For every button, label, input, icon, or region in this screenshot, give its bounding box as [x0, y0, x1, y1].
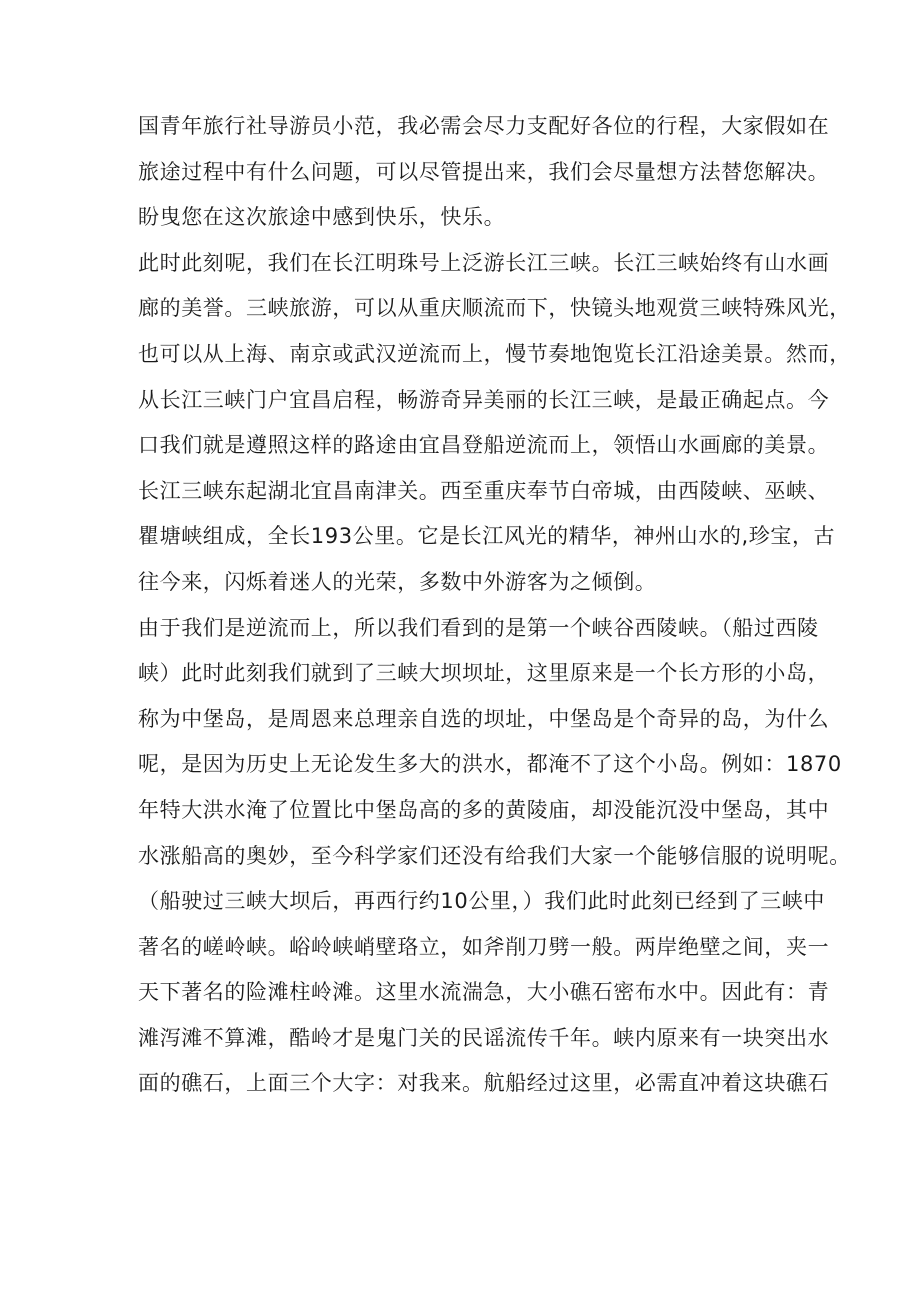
text-line: 国青年旅行社导游员小范，我必需会尽力支配好各位的行程，大家假如在	[138, 114, 830, 138]
text-line: 称为中堡岛，是周恩来总理亲自选的坝址，中堡岛是个奇异的岛，为什么	[138, 706, 830, 731]
text-line: 口我们就是遵照这样的路途由宜昌登船逆流而上，领悟山水画廊的美景。	[138, 433, 830, 458]
text-line: 长江三峡东起湖北宜昌南津关。西至重庆奉节白帝城，由西陵峡、巫峡、	[138, 478, 830, 503]
text-line: 年特大洪水淹了位置比中堡岛高的多的黄陵庙，却没能沉没中堡岛，其中	[138, 797, 830, 822]
text-line: 盼曳您在这次旅途中感到快乐，快乐。	[138, 205, 506, 230]
text-line: 廊的美誉。三峡旅游，可以从重庆顺流而下，快镜头地观赏三峡特殊风光，	[138, 296, 851, 321]
text-line: 面的礁石，上面三个大字：对我来。航船经过这里，必需直冲着这块礁石	[138, 1071, 830, 1096]
text-line: 天下著名的险滩柱岭滩。这里水流湍急，大小礁石密布水中。因此有：青	[138, 980, 830, 1005]
text-line: 由于我们是逆流而上，所以我们看到的是第一个峡谷西陵峡。（船过西陵	[138, 615, 819, 640]
text-line: 滩泻滩不算滩，酷岭才是鬼门关的民谣流传千年。峡内原来有一块突出水	[138, 1025, 830, 1050]
text-line: 水涨船高的奥妙，至今科学家们还没有给我们大家一个能够信服的说明呢。	[138, 843, 851, 868]
text-line: 瞿塘峡组成，全长193公里。它是长江风光的精华，神州山水的,珍宝，古	[138, 524, 836, 549]
text-line: 从长江三峡门户宜昌启程，畅游奇异美丽的长江三峡，是最正确起点。今	[138, 387, 830, 412]
text-line: 此时此刻呢，我们在长江明珠号上泛游长江三峡。长江三峡始终有山水画	[138, 250, 830, 275]
document-body	[138, 104, 851, 1107]
text-line: 往今来，闪烁着迷人的光荣，多数中外游客为之倾倒。	[138, 569, 657, 594]
text-line: 峡）此时此刻我们就到了三峡大坝坝址，这里原来是一个长方形的小岛，	[138, 661, 830, 686]
text-line: 旅途过程中有什么问题，可以尽管提出来，我们会尽量想方法替您解决。	[138, 159, 830, 184]
text-line: （船驶过三峡大坝后，再西行约10公里，）我们此时此刻已经到了三峡中	[138, 889, 826, 914]
text-line: 呢，是因为历史上无论发生多大的洪水，都淹不了这个小岛。例如：1870	[138, 752, 842, 777]
text-line: 著名的嵯岭峡。峪岭峡峭壁珞立，如斧削刀劈一般。两岸绝壁之间，夹一	[138, 934, 830, 959]
text-line: 也可以从上海、南京或武汉逆流而上，慢节奏地饱览长江沿途美景。然而，	[138, 341, 851, 366]
